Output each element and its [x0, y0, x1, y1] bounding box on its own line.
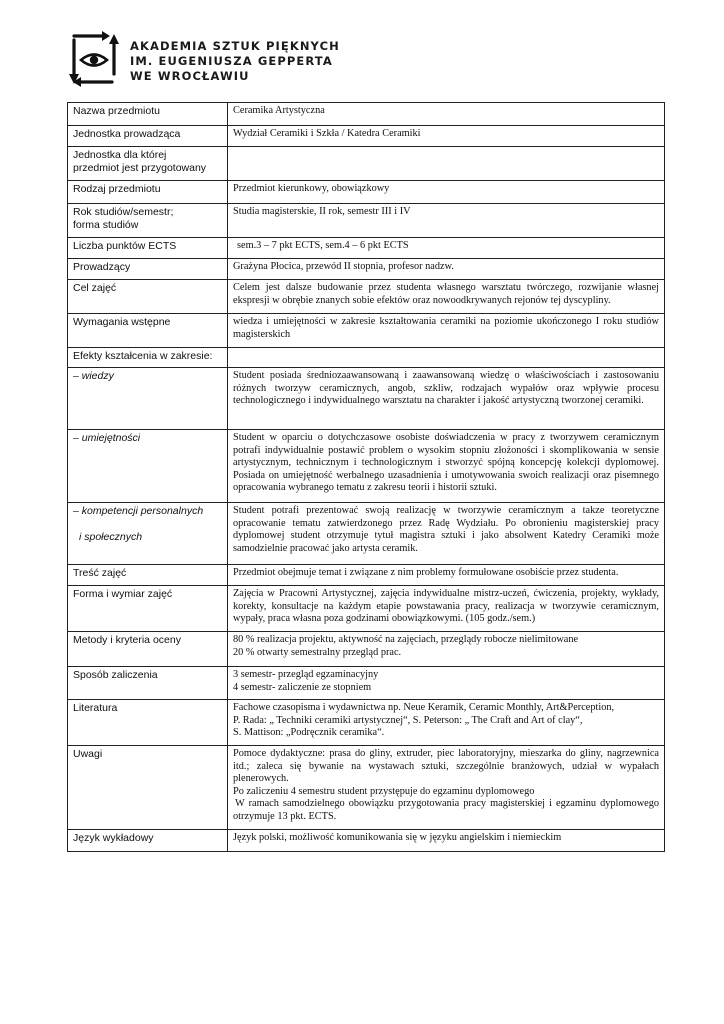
row-label: Literatura	[68, 700, 228, 746]
row-value: Przedmiot obejmuje temat i związane z nim problemy formułowane osobiście przez studenta.	[228, 565, 665, 586]
row-value	[228, 238, 665, 259]
row-value: Przedmiot kierunkowy, obowiązkowy	[228, 181, 665, 204]
row-cel	[68, 280, 665, 314]
sposob-line2: 4 semestr- zaliczenie ze stopniem	[233, 681, 372, 693]
literatura-line2: P. Rada: „ Techniki ceramiki artystycznej“, S. Peterson: „ The Craft and Art of clay“,	[233, 714, 583, 726]
row-label-line2: forma studiów	[73, 218, 139, 231]
ects-value: sem.3 – 7 pkt ECTS, sem.4 – 6 pkt ECTS	[237, 240, 409, 251]
row-value	[228, 632, 665, 667]
row-label: – umiejętności	[68, 430, 228, 503]
row-label: Uwagi	[68, 746, 228, 830]
row-label: Nazwa przedmiotu	[68, 103, 228, 126]
row-label: – wiedzy	[68, 368, 228, 430]
row-value: Student potrafi prezentować swoją realizację w tworzywie ceramicznym a takze teoretyczne opracowanie tematu zatwierdzonego przez Radę Wydziału. Po obronieniu magisterskiej pracy dyplomowej student otrzymuje tytuł magistra sztuki i jako absolwent Katedry Ceramiki może samodzielnie pracować jako artysta ceramik.	[228, 503, 665, 565]
row-value: Język polski, możliwość komunikowania się w języku angielskim i niemieckim	[228, 830, 665, 852]
row-rodzaj	[68, 181, 665, 204]
row-label: Jednostka prowadząca	[68, 126, 228, 147]
row-metody	[68, 632, 665, 667]
literatura-line3: S. Mattison: „Podręcznik ceramika“.	[233, 727, 385, 739]
academy-name	[130, 39, 340, 84]
row-label: Metody i kryteria oceny	[68, 632, 228, 667]
row-umiejetnosci	[68, 430, 665, 503]
row-label: Liczba punktów ECTS	[68, 238, 228, 259]
row-wiedzy	[68, 368, 665, 430]
row-value	[228, 147, 665, 181]
row-value: Zajęcia w Pracowni Artystycznej, zajęcia indywidualne mistrz-uczeń, ćwiczenia, projekty, wykłady, korekty, konsultacje na każdym etapie powstawania pracy, realizacja w tworzywie ceramicznym, wypały, praca własna poza godzinami obowiązkowymi. (105 godz./sem.)	[228, 586, 665, 632]
row-nazwa	[68, 103, 665, 126]
row-value: Celem jest dalsze budowanie przez studenta własnego warsztatu twórczego, rozwijanie własnej ekspresji w obrębie znanych sobie efektów oraz nowoodkrywanych rejonów tej dyscypliny.	[228, 280, 665, 314]
page-header	[66, 30, 466, 90]
row-uwagi	[68, 746, 665, 830]
row-label: Efekty kształcenia w zakresie:	[68, 348, 228, 368]
row-label-line1: Rok studiów/semestr;	[73, 206, 174, 218]
row-label	[68, 204, 228, 238]
row-dla-ktorej	[68, 147, 665, 181]
literatura-line1: Fachowe czasopisma i wydawnictwa np. Neue Keramik, Ceramic Monthly, Art&Perception,	[233, 702, 615, 713]
row-value: wiedza i umiejętności w zakresie kształtowania ceramiki na poziomie ukończonego I roku studiów magisterskich	[228, 314, 665, 348]
metody-line1: 80 % realizacja projektu, aktywność na zajęciach, przeglądy robocze nielimitowane	[233, 634, 579, 645]
row-value	[228, 667, 665, 700]
row-label-line2: i społecznych	[79, 530, 143, 543]
row-label: Treść zajęć	[68, 565, 228, 586]
uwagi-para1: Pomoce dydaktyczne: prasa do gliny, extruder, piec laboratoryjny, mieszarka do gliny, nagrzewnica itd.; zaleca się bywanie na wystawach sztuki, szczególnie branżowych, udział w wypałach plenerowych.	[233, 748, 659, 785]
metody-line2: 20 % otwarty semestralny przegląd prac.	[233, 646, 402, 658]
row-literatura	[68, 700, 665, 746]
row-forma	[68, 586, 665, 632]
row-jednostka	[68, 126, 665, 147]
academy-logo-icon	[66, 30, 122, 88]
row-value: Ceramika Artystyczna	[228, 103, 665, 126]
row-rok	[68, 204, 665, 238]
sposob-line1: 3 semestr- przegląd egzaminacyjny	[233, 669, 379, 680]
row-value: Student posiada średniozaawansowaną i zaawansowaną wiedzę o właściwościach i zastosowaniu różnych tworzyw ceramicznych, angob, szkliw, rodzajach wypałów oraz wpływie procesu technologicznego i indywidualnego warsztatu na charakter i jakość artystyczną tworzonej ceramiki.	[228, 368, 665, 430]
course-syllabus-table	[67, 102, 665, 852]
row-value: Grażyna Płocica, przewód II stopnia, profesor nadzw.	[228, 259, 665, 280]
row-efekty	[68, 348, 665, 368]
row-label-line1: Jednostka dla której	[73, 149, 167, 161]
uwagi-para3: W ramach samodzielnego obowiązku przygotowania pracy magisterskiej i egzaminu dyplomowego otrzymuje 13 pkt. ECTS.	[233, 798, 659, 822]
row-wymagania	[68, 314, 665, 348]
row-label: Język wykładowy	[68, 830, 228, 852]
row-label: Rodzaj przedmiotu	[68, 181, 228, 204]
row-ects	[68, 238, 665, 259]
row-label-line2: przedmiot jest przygotowany	[73, 161, 207, 174]
row-value	[228, 746, 665, 830]
row-value	[228, 700, 665, 746]
row-label: Wymagania wstępne	[68, 314, 228, 348]
row-label: Forma i wymiar zajęć	[68, 586, 228, 632]
row-tresc	[68, 565, 665, 586]
row-label-line1: – kompetencji personalnych	[73, 505, 204, 517]
row-value: Studia magisterskie, II rok, semestr III i IV	[228, 204, 665, 238]
row-label: Sposób zaliczenia	[68, 667, 228, 700]
row-sposob	[68, 667, 665, 700]
row-kompetencje	[68, 503, 665, 565]
row-value: Wydział Ceramiki i Szkła / Katedra Ceramiki	[228, 126, 665, 147]
row-prowadzacy	[68, 259, 665, 280]
academy-name-line2: IM. EUGENIUSZA GEPPERTA	[130, 54, 333, 68]
academy-name-line3: WE WROCŁAWIU	[130, 69, 250, 83]
row-label	[68, 503, 228, 565]
row-jezyk	[68, 830, 665, 852]
academy-name-line1: AKADEMIA SZTUK PIĘKNYCH	[130, 39, 340, 53]
row-label: Prowadzący	[68, 259, 228, 280]
row-value: Student w oparciu o dotychczasowe osobiste doświadczenia w pracy z tworzywem ceramicznym potrafi indywidualnie postawić problem o wysokim stopniu złożoności i skomplikowania w sensie artystycznym, technicznym i technologicznym i stworzyć spójną koncepcję kolekcji dyplomowej. Posiada on umiejętność werbalnego uzasadnienia i umotywowania swoich realizacji oraz pisemnego opracowania wybranego tematu z zakresu teorii i historii sztuki.	[228, 430, 665, 503]
row-label	[68, 147, 228, 181]
row-value	[228, 348, 665, 368]
uwagi-para2: Po zaliczeniu 4 semestru student przystępuje do egzaminu dyplomowego	[233, 785, 535, 797]
row-label: Cel zajęć	[68, 280, 228, 314]
